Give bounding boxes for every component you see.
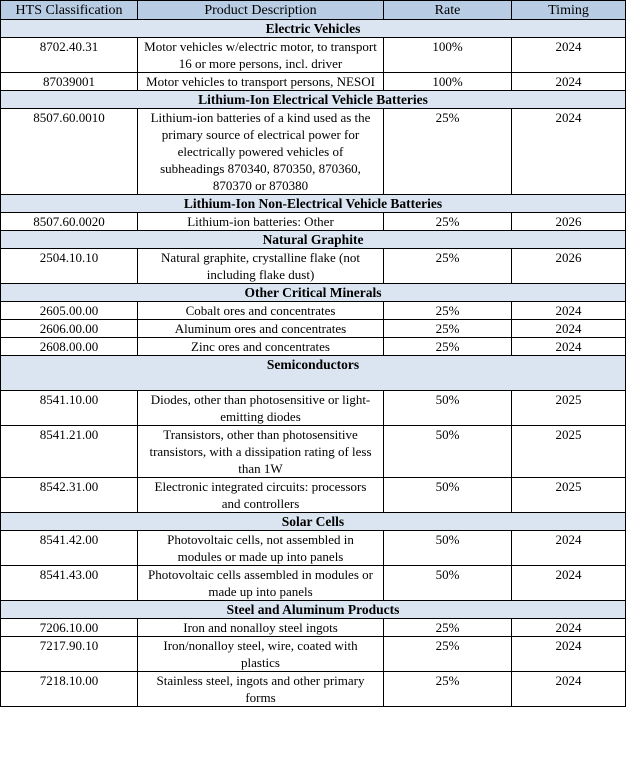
rate-cell: 25%: [384, 338, 512, 356]
timing-cell: 2024: [512, 73, 626, 91]
header-timing: Timing: [512, 1, 626, 20]
timing-cell: 2024: [512, 672, 626, 707]
section-header-row: [1, 195, 626, 213]
table-row: [1, 478, 626, 513]
table-row: [1, 249, 626, 284]
table-row: [1, 426, 626, 478]
timing-cell: 2024: [512, 566, 626, 601]
table-row: [1, 531, 626, 566]
description-cell: Cobalt ores and concentrates: [138, 302, 384, 320]
hts-code-cell: 7217.90.10: [1, 637, 138, 672]
description-cell: Iron and nonalloy steel ingots: [138, 619, 384, 637]
hts-code-cell: 8702.40.31: [1, 38, 138, 73]
timing-cell: 2025: [512, 478, 626, 513]
description-cell: Natural graphite, crystalline flake (not including flake dust): [138, 249, 384, 284]
section-title: Lithium-Ion Non-Electrical Vehicle Batteries: [1, 195, 626, 213]
section-header-row: [1, 20, 626, 38]
hts-code-cell: 8507.60.0020: [1, 213, 138, 231]
rate-cell: 25%: [384, 619, 512, 637]
table-row: [1, 391, 626, 426]
header-rate: Rate: [384, 1, 512, 20]
rate-cell: 25%: [384, 672, 512, 707]
hts-code-cell: 8541.21.00: [1, 426, 138, 478]
section-header-row: [1, 284, 626, 302]
timing-cell: 2025: [512, 391, 626, 426]
timing-cell: 2025: [512, 426, 626, 478]
timing-cell: 2024: [512, 531, 626, 566]
section-title: Semiconductors: [1, 356, 626, 391]
timing-cell: 2026: [512, 213, 626, 231]
table-row: [1, 38, 626, 73]
table-row: [1, 73, 626, 91]
table-row: [1, 637, 626, 672]
rate-cell: 25%: [384, 249, 512, 284]
rate-cell: 25%: [384, 302, 512, 320]
table-row: [1, 566, 626, 601]
rate-cell: 25%: [384, 637, 512, 672]
rate-cell: 50%: [384, 426, 512, 478]
description-cell: Aluminum ores and concentrates: [138, 320, 384, 338]
timing-cell: 2024: [512, 338, 626, 356]
hts-code-cell: 8507.60.0010: [1, 109, 138, 195]
description-cell: Stainless steel, ingots and other primary forms: [138, 672, 384, 707]
description-cell: Photovoltaic cells, not assembled in modules or made up into panels: [138, 531, 384, 566]
section-header-row: [1, 356, 626, 391]
section-title: Other Critical Minerals: [1, 284, 626, 302]
timing-cell: 2024: [512, 302, 626, 320]
hts-code-cell: 2504.10.10: [1, 249, 138, 284]
table-row: [1, 213, 626, 231]
rate-cell: 50%: [384, 531, 512, 566]
description-cell: Lithium-ion batteries of a kind used as the primary source of electrical power for electrically powered vehicles of subheadings 870340, 870350, 870360, 870370 or 870380: [138, 109, 384, 195]
rate-cell: 25%: [384, 213, 512, 231]
section-header-row: [1, 601, 626, 619]
header-hts-classification: HTS Classification: [1, 1, 138, 20]
table-body: [1, 20, 626, 707]
hts-code-cell: 87039001: [1, 73, 138, 91]
timing-cell: 2024: [512, 637, 626, 672]
description-cell: Diodes, other than photosensitive or light-emitting diodes: [138, 391, 384, 426]
description-cell: Motor vehicles to transport persons, NESOI: [138, 73, 384, 91]
table-row: [1, 619, 626, 637]
section-title: Natural Graphite: [1, 231, 626, 249]
hts-code-cell: 7206.10.00: [1, 619, 138, 637]
header-product-description: Product Description: [138, 1, 384, 20]
table-row: [1, 338, 626, 356]
timing-cell: 2024: [512, 619, 626, 637]
hts-code-cell: 2606.00.00: [1, 320, 138, 338]
description-cell: Transistors, other than photosensitive transistors, with a dissipation rating of less than 1W: [138, 426, 384, 478]
hts-code-cell: 2605.00.00: [1, 302, 138, 320]
rate-cell: 25%: [384, 320, 512, 338]
hts-code-cell: 8542.31.00: [1, 478, 138, 513]
rate-cell: 25%: [384, 109, 512, 195]
rate-cell: 100%: [384, 73, 512, 91]
description-cell: Electronic integrated circuits: processors and controllers: [138, 478, 384, 513]
hts-code-cell: 8541.42.00: [1, 531, 138, 566]
header-row: [1, 1, 626, 20]
timing-cell: 2024: [512, 109, 626, 195]
description-cell: Lithium-ion batteries: Other: [138, 213, 384, 231]
rate-cell: 50%: [384, 391, 512, 426]
table-row: [1, 109, 626, 195]
section-title: Solar Cells: [1, 513, 626, 531]
timing-cell: 2024: [512, 320, 626, 338]
table-row: [1, 672, 626, 707]
section-header-row: [1, 91, 626, 109]
hts-code-cell: 7218.10.00: [1, 672, 138, 707]
section-title: Electric Vehicles: [1, 20, 626, 38]
timing-cell: 2024: [512, 38, 626, 73]
description-cell: Zinc ores and concentrates: [138, 338, 384, 356]
section-title: Lithium-Ion Electrical Vehicle Batteries: [1, 91, 626, 109]
description-cell: Iron/nonalloy steel, wire, coated with plastics: [138, 637, 384, 672]
description-cell: Photovoltaic cells assembled in modules or made up into panels: [138, 566, 384, 601]
hts-code-cell: 2608.00.00: [1, 338, 138, 356]
hts-code-cell: 8541.43.00: [1, 566, 138, 601]
table-row: [1, 302, 626, 320]
hts-code-cell: 8541.10.00: [1, 391, 138, 426]
section-title: Steel and Aluminum Products: [1, 601, 626, 619]
section-header-row: [1, 513, 626, 531]
section-header-row: [1, 231, 626, 249]
table-row: [1, 320, 626, 338]
rate-cell: 50%: [384, 566, 512, 601]
description-cell: Motor vehicles w/electric motor, to transport 16 or more persons, incl. driver: [138, 38, 384, 73]
rate-cell: 100%: [384, 38, 512, 73]
rate-cell: 50%: [384, 478, 512, 513]
timing-cell: 2026: [512, 249, 626, 284]
